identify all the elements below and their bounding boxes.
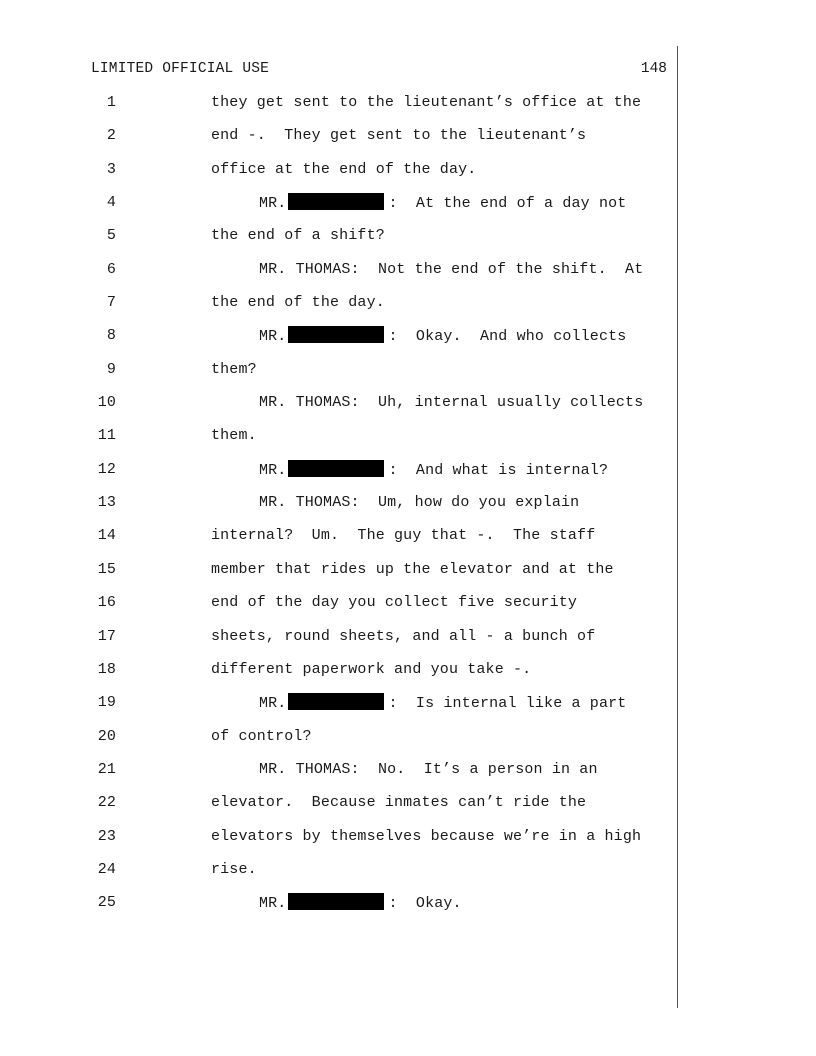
transcript-line <box>0 693 816 726</box>
line-number: 1 <box>106 94 116 111</box>
line-text-main: end of the day you collect five security <box>211 594 578 612</box>
line-text <box>211 426 257 446</box>
line-number: 5 <box>106 227 116 245</box>
line-text <box>211 226 385 246</box>
transcript-line <box>0 160 816 193</box>
line-number: 20 <box>97 727 116 745</box>
line-number: 8 <box>106 327 116 345</box>
line-text <box>259 260 643 280</box>
line-text-main: the end of the day. <box>211 294 385 312</box>
line-number: 17 <box>97 627 116 645</box>
transcript-line <box>0 827 816 860</box>
transcript-line <box>0 326 816 359</box>
line-text <box>259 393 643 413</box>
transcript-body <box>0 93 816 927</box>
line-text <box>211 627 595 647</box>
line-number: 7 <box>106 294 116 312</box>
redaction-box <box>288 193 384 210</box>
line-number: 22 <box>97 794 116 812</box>
line-text-main: them. <box>211 427 257 445</box>
line-text <box>211 526 595 546</box>
line-text-main: member that rides up the elevator and at the <box>211 560 614 578</box>
line-number: 6 <box>106 260 116 278</box>
transcript-line <box>0 426 816 459</box>
transcript-line <box>0 493 816 526</box>
transcript-line <box>0 293 816 326</box>
line-text <box>211 293 385 313</box>
transcript-line <box>0 393 816 426</box>
line-text <box>259 893 462 914</box>
line-text <box>211 560 614 580</box>
line-text-main: they get sent to the lieutenant’s office at the <box>211 94 642 111</box>
line-number: 4 <box>106 194 116 212</box>
line-text-main: end -. They get sent to the lieutenant’s <box>211 127 587 145</box>
line-text-main: MR. <box>259 461 287 479</box>
line-number: 18 <box>97 660 116 678</box>
line-text <box>211 660 531 680</box>
transcript-line <box>0 593 816 626</box>
transcript-line <box>0 260 816 293</box>
line-text <box>211 827 641 847</box>
line-text <box>259 493 579 513</box>
line-text <box>259 326 626 347</box>
line-text-main: MR. THOMAS: Uh, internal usually collects <box>259 394 644 412</box>
line-text-continued: : And what is internal? <box>388 461 609 479</box>
line-text <box>259 693 626 714</box>
transcript-line <box>0 627 816 660</box>
line-number: 23 <box>97 827 116 845</box>
transcript-line <box>0 360 816 393</box>
line-text <box>259 760 598 780</box>
line-text-main: MR. THOMAS: No. It’s a person in an <box>259 760 598 778</box>
line-text <box>211 160 476 180</box>
line-text-main: them? <box>211 360 257 378</box>
line-text-main: MR. THOMAS: Not the end of the shift. At <box>259 260 644 278</box>
line-text-main: MR. <box>259 328 287 346</box>
classification-header: LIMITED OFFICIAL USE <box>91 61 270 77</box>
transcript-line <box>0 727 816 760</box>
line-text-main: elevator. Because inmates can’t ride the <box>211 794 587 812</box>
line-text-main: sheets, round sheets, and all - a bunch of <box>211 627 596 645</box>
line-number: 21 <box>97 760 116 778</box>
line-number: 3 <box>106 160 116 178</box>
line-text-main: office at the end of the day. <box>211 160 477 178</box>
transcript-line <box>0 93 816 126</box>
line-number: 12 <box>97 460 116 478</box>
transcript-line <box>0 460 816 493</box>
line-number: 2 <box>106 127 116 145</box>
line-text-continued: : At the end of a day not <box>388 195 627 213</box>
redaction-box <box>288 693 384 710</box>
transcript-line <box>0 860 816 893</box>
line-text <box>259 193 626 214</box>
line-number: 16 <box>97 594 116 612</box>
line-number: 25 <box>97 894 116 912</box>
line-text-main: different paperwork and you take -. <box>211 660 532 678</box>
line-number: 19 <box>97 694 116 712</box>
line-text <box>259 460 608 481</box>
transcript-line <box>0 526 816 559</box>
line-text-continued: : Okay. And who collects <box>388 328 627 346</box>
line-text <box>211 727 312 747</box>
line-text <box>211 126 586 146</box>
line-text <box>211 793 586 813</box>
line-number: 24 <box>97 860 116 878</box>
line-text-continued: : Okay. <box>388 895 462 913</box>
line-text-main: of control? <box>211 727 312 745</box>
transcript-line <box>0 893 816 926</box>
line-number: 11 <box>97 427 116 445</box>
redaction-box <box>288 326 384 343</box>
transcript-line <box>0 126 816 159</box>
transcript-line <box>0 193 816 226</box>
page-number: 148 <box>640 61 667 77</box>
line-text-main: elevators by themselves because we’re in a high <box>211 827 642 845</box>
line-text-main: rise. <box>211 860 257 878</box>
line-text-main: MR. <box>259 195 287 213</box>
line-text-main: the end of a shift? <box>211 227 385 245</box>
line-number: 14 <box>97 527 116 545</box>
transcript-line <box>0 760 816 793</box>
line-text-main: MR. THOMAS: Um, how do you explain <box>259 494 580 512</box>
line-text <box>211 860 257 880</box>
line-text <box>211 593 577 613</box>
redaction-box <box>288 460 384 477</box>
transcript-line <box>0 560 816 593</box>
line-text <box>211 93 641 113</box>
line-text-main: internal? Um. The guy that -. The staff <box>211 527 596 545</box>
transcript-line <box>0 226 816 259</box>
line-number: 13 <box>97 494 116 512</box>
line-text-continued: : Is internal like a part <box>388 695 627 713</box>
line-text <box>211 360 257 380</box>
redaction-box <box>288 893 384 910</box>
line-number: 15 <box>97 560 116 578</box>
line-number: 10 <box>97 394 116 412</box>
line-text-main: MR. <box>259 695 287 713</box>
line-text-main: MR. <box>259 895 287 913</box>
line-number: 9 <box>106 360 116 378</box>
transcript-line <box>0 793 816 826</box>
transcript-line <box>0 660 816 693</box>
